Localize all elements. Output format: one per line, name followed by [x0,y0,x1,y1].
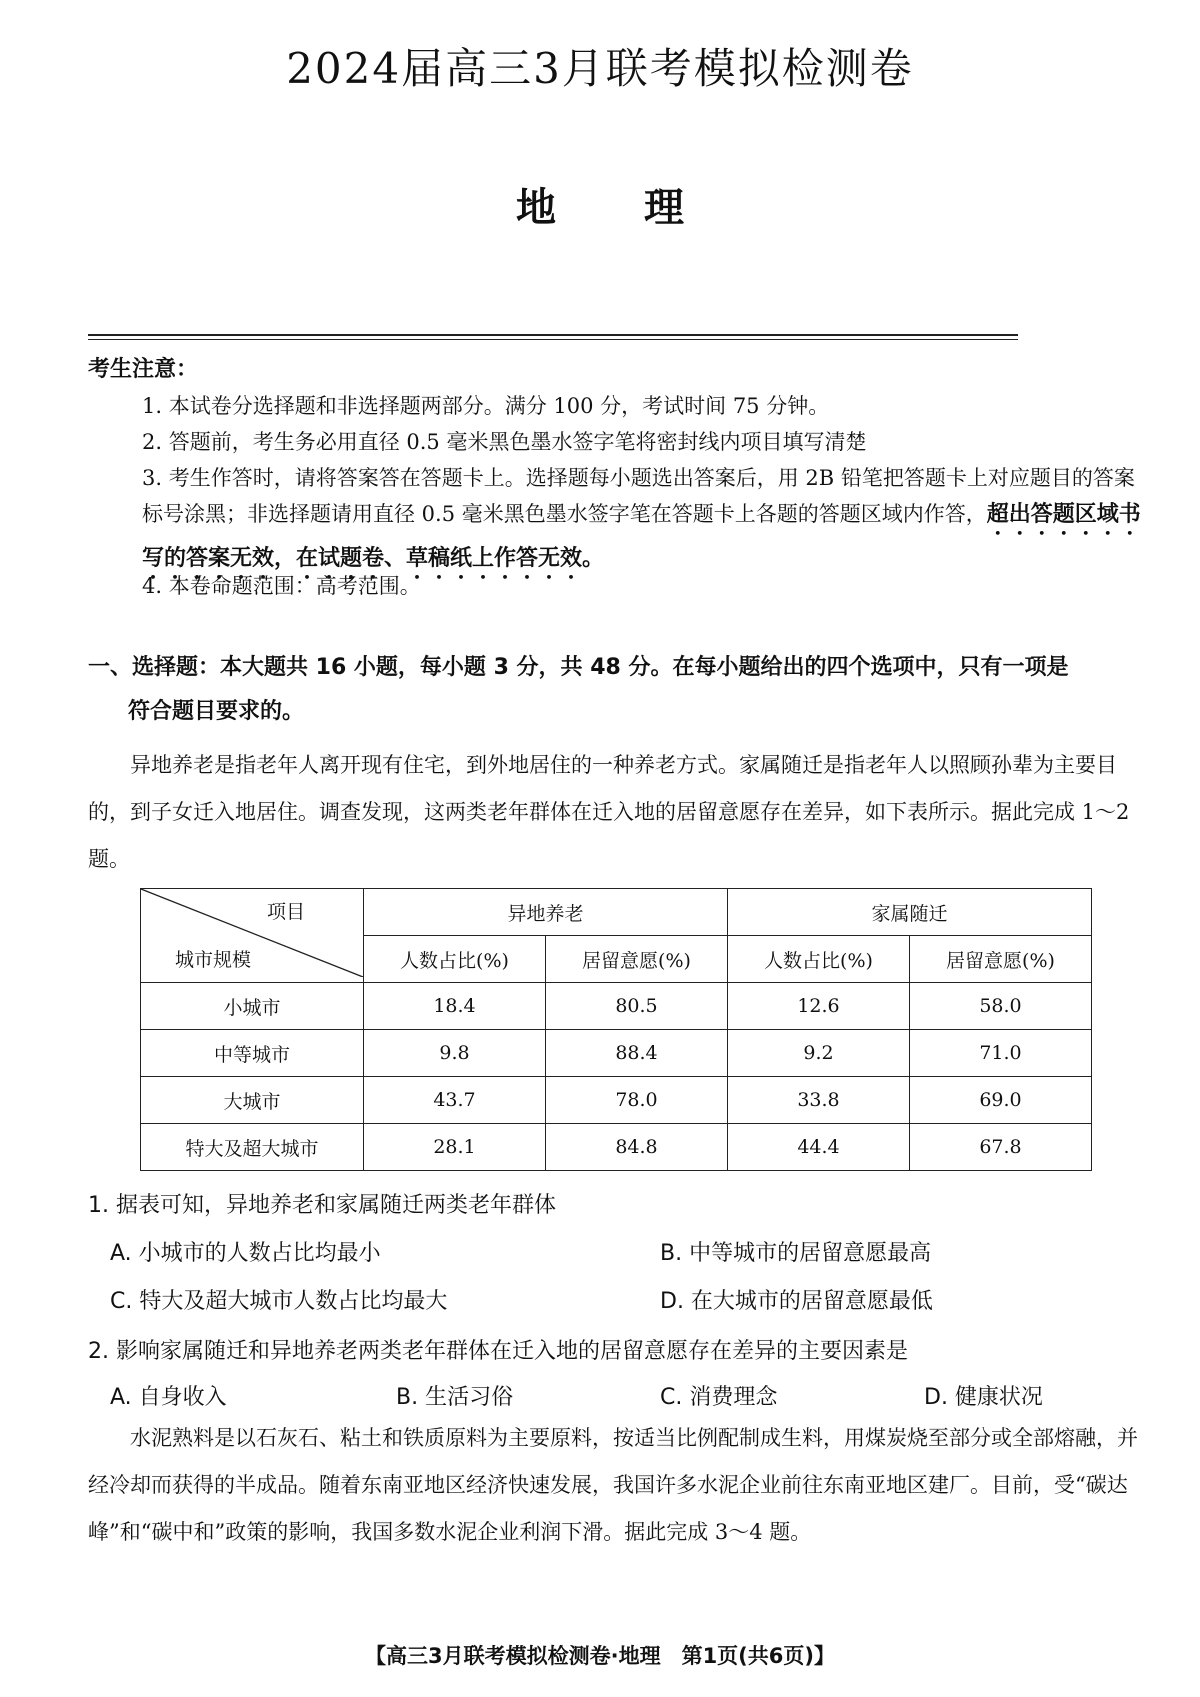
table-cell: 44.4 [728,1124,910,1171]
table-cell-city: 大城市 [141,1077,364,1124]
table-cell: 80.5 [546,983,728,1030]
question-2-stem: 2. 影响家属随迁和异地养老两类老年群体在迁入地的居留意愿存在差异的主要因素是 [88,1339,908,1364]
passage-1: 异地养老是指老年人离开现有住宅，到外地居住的一种养老方式。家属随迁是指老年人以照顾孙辈为主要目的，到子女迁入地居住。调查发现，这两类老年群体在迁入地的居留意愿存在差异，如下表所示。据此完成 1～2 题。 [88,753,1130,871]
table-cell: 12.6 [728,983,910,1030]
table-cell: 67.8 [910,1124,1092,1171]
notice-item-3 [142,460,1152,584]
section-heading-line-1: 一、选择题：本大题共 16 小题，每小题 3 分，共 48 分。在每小题给出的四个选项中，只有一项是 [88,655,1069,680]
table-row [141,983,1092,1030]
table-sub-header: 人数占比(%) [728,936,910,983]
table-cell: 33.8 [728,1077,910,1124]
table-cell: 71.0 [910,1030,1092,1077]
table-sub-header: 居留意愿(%) [910,936,1092,983]
exam-title: 2024届高三3月联考模拟检测卷 [286,44,914,93]
notice-item-3-emphasis: 超出答题区域书写的答案无效，在试题卷、草稿纸上作答无效。 [142,502,1141,571]
table-sub-header: 人数占比(%) [364,936,546,983]
divider-line [88,334,1018,336]
section-heading-line-2: 符合题目要求的。 [128,699,305,724]
table-group-header-1: 异地养老 [364,889,728,936]
table-cell: 28.1 [364,1124,546,1171]
question-2-option-d: D. 健康状况 [924,1385,1043,1410]
table-cell: 9.8 [364,1030,546,1077]
question-1-option-d: D. 在大城市的居留意愿最低 [660,1289,933,1314]
question-2-option-c: C. 消费理念 [660,1385,778,1410]
table-row [141,1124,1092,1171]
table-cell: 84.8 [546,1124,728,1171]
table-cell: 9.2 [728,1030,910,1077]
question-1-option-b: B. 中等城市的居留意愿最高 [660,1241,932,1266]
notice-item-2: 2. 答题前，考生务必用直径 0.5 毫米黑色墨水签字笔将密封线内项目填写清楚 [142,430,867,454]
data-table [140,888,1092,1171]
table-cell: 78.0 [546,1077,728,1124]
table-cell: 18.4 [364,983,546,1030]
table-cell-city: 特大及超大城市 [141,1124,364,1171]
notice-item-1: 1. 本试卷分选择题和非选择题两部分。满分 100 分，考试时间 75 分钟。 [142,394,830,418]
question-1-option-c: C. 特大及超大城市人数占比均最大 [110,1289,448,1314]
notice-item-3-text: 3. 考生作答时，请将答案答在答题卡上。选择题每小题选出答案后，用 2B 铅笔把答题卡上对应题目的答案标号涂黑；非选择题请用直径 0.5 毫米黑色墨水签字笔在答题卡上各题的答题区域内作答， [142,466,1135,526]
question-1-option-a: A. 小城市的人数占比均最小 [110,1241,381,1266]
question-2-option-b: B. 生活习俗 [396,1385,514,1410]
question-1-stem: 1. 据表可知，异地养老和家属随迁两类老年群体 [88,1193,556,1218]
table-corner-cell [141,889,364,983]
table-cell-city: 中等城市 [141,1030,364,1077]
table-row [141,1077,1092,1124]
passage-2: 水泥熟料是以石灰石、粘土和铁质原料为主要原料，按适当比例配制成生料，用煤炭烧至部分或全部熔融，并经冷却而获得的半成品。随着东南亚地区经济快速发展，我国许多水泥企业前往东南亚地区建厂。目前，受“碳达峰”和“碳中和”政策的影响，我国多数水泥企业利润下滑。据此完成 3～4 题。 [88,1426,1138,1544]
table-row [141,1030,1092,1077]
question-2-option-a: A. 自身收入 [110,1385,227,1410]
section-heading [88,646,1158,734]
corner-label-item: 项目 [266,901,305,923]
divider-line-thin [88,339,1018,340]
corner-label-city-size: 城市规模 [175,949,252,971]
subject-char-1: 地 [516,185,556,231]
page-footer: 【高三3月联考模拟检测卷·地理 第1页(共6页)】 [364,1644,835,1668]
subject-title [0,176,1200,233]
notice-item-4: 4. 本卷命题范围：高考范围。 [142,574,421,598]
subject-char-2: 理 [644,185,684,231]
table-cell-city: 小城市 [141,983,364,1030]
table-group-header-2: 家属随迁 [728,889,1092,936]
table-cell: 69.0 [910,1077,1092,1124]
table-sub-header: 居留意愿(%) [546,936,728,983]
table-cell: 88.4 [546,1030,728,1077]
notice-title: 考生注意： [88,357,199,382]
table-cell: 43.7 [364,1077,546,1124]
table-cell: 58.0 [910,983,1092,1030]
